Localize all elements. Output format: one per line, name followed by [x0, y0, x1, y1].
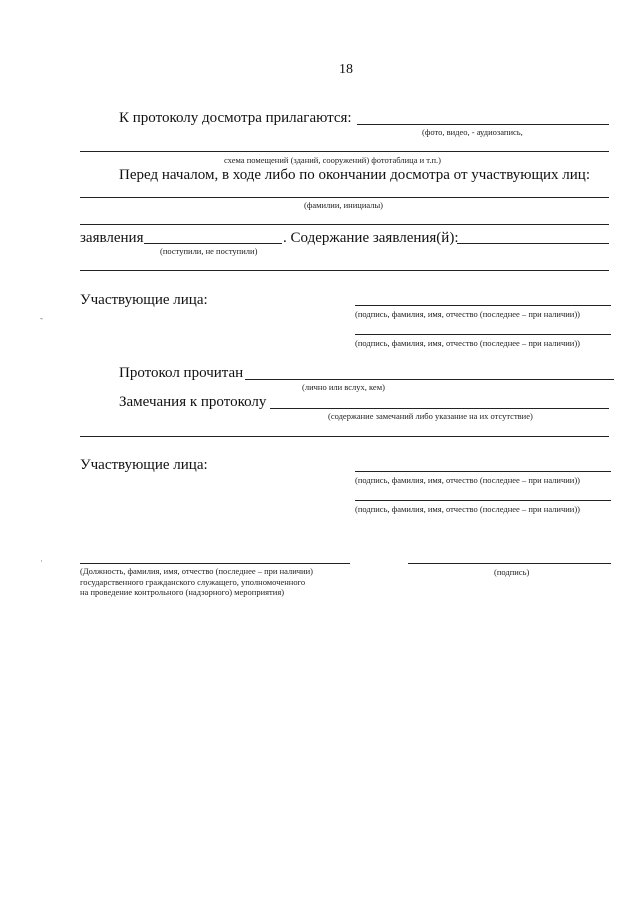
official-block-line-1: (Должность, фамилия, имя, отчество (последнее – при наличии) [80, 566, 313, 576]
names-field-line-2[interactable] [80, 224, 609, 225]
official-field-line[interactable] [80, 563, 350, 564]
statements-intro: Перед началом, в ходе либо по окончании досмотра от участвующих лиц: [119, 167, 591, 183]
official-block [80, 566, 313, 598]
participant-signature-hint-3: (подпись, фамилия, имя, отчество (последнее – при наличии)) [355, 475, 581, 485]
participants-label-1: Участвующие лица: [80, 292, 208, 308]
reading-hint: (лично или вслух, кем) [302, 382, 385, 392]
remarks-field-line[interactable] [270, 408, 609, 409]
names-field-line[interactable] [80, 197, 609, 198]
reading-field-line[interactable] [245, 379, 614, 380]
official-block-line-3: на проведение контрольного (надзорного) мероприятия) [80, 587, 285, 597]
names-hint: (фамилии, инициалы) [304, 200, 384, 210]
remarks-hint: (содержание замечаний либо указание на их отсутствие) [328, 411, 533, 421]
participant-signature-hint-2: (подпись, фамилия, имя, отчество (последнее – при наличии)) [355, 338, 581, 348]
attachments-hint-2: схема помещений (зданий, сооружений) фототаблица и т.п.) [224, 155, 441, 165]
participant-signature-line-3[interactable] [355, 471, 611, 472]
statements-word: заявления [80, 230, 144, 246]
participants-label-2: Участвующие лица: [80, 457, 208, 473]
reading-label: Протокол прочитан [119, 365, 244, 381]
participant-signature-line-4[interactable] [355, 500, 611, 501]
content-field-line-2[interactable] [80, 270, 609, 271]
attachments-field-line[interactable] [357, 124, 609, 125]
attachments-hint-1: (фото, видео, - аудиозапись, [422, 127, 523, 137]
participant-signature-hint-1: (подпись, фамилия, имя, отчество (последнее – при наличии)) [355, 309, 581, 319]
received-hint: (поступили, не поступили) [160, 246, 258, 256]
official-block-line-2: государственного гражданского служащего, уполномоченного [80, 576, 306, 587]
attachments-field-line-2[interactable] [80, 151, 609, 152]
remarks-label: Замечания к протоколу [119, 394, 267, 410]
participant-signature-line-1[interactable] [355, 305, 611, 306]
participant-signature-line-2[interactable] [355, 334, 611, 335]
official-signature-label: (подпись) [494, 567, 530, 577]
participant-signature-hint-4: (подпись, фамилия, имя, отчество (последнее – при наличии)) [355, 504, 581, 514]
attachments-label: К протоколу досмотра прилагаются: [119, 110, 352, 126]
received-field-line[interactable] [144, 243, 282, 244]
official-signature-line[interactable] [408, 563, 611, 564]
margin-mark-2: · [40, 556, 43, 566]
page-number: 18 [339, 62, 353, 77]
content-field-line[interactable] [457, 243, 609, 244]
remarks-field-line-2[interactable] [80, 436, 609, 437]
content-label: . Содержание заявления(й): [283, 230, 459, 246]
margin-mark-1: - [40, 313, 43, 323]
